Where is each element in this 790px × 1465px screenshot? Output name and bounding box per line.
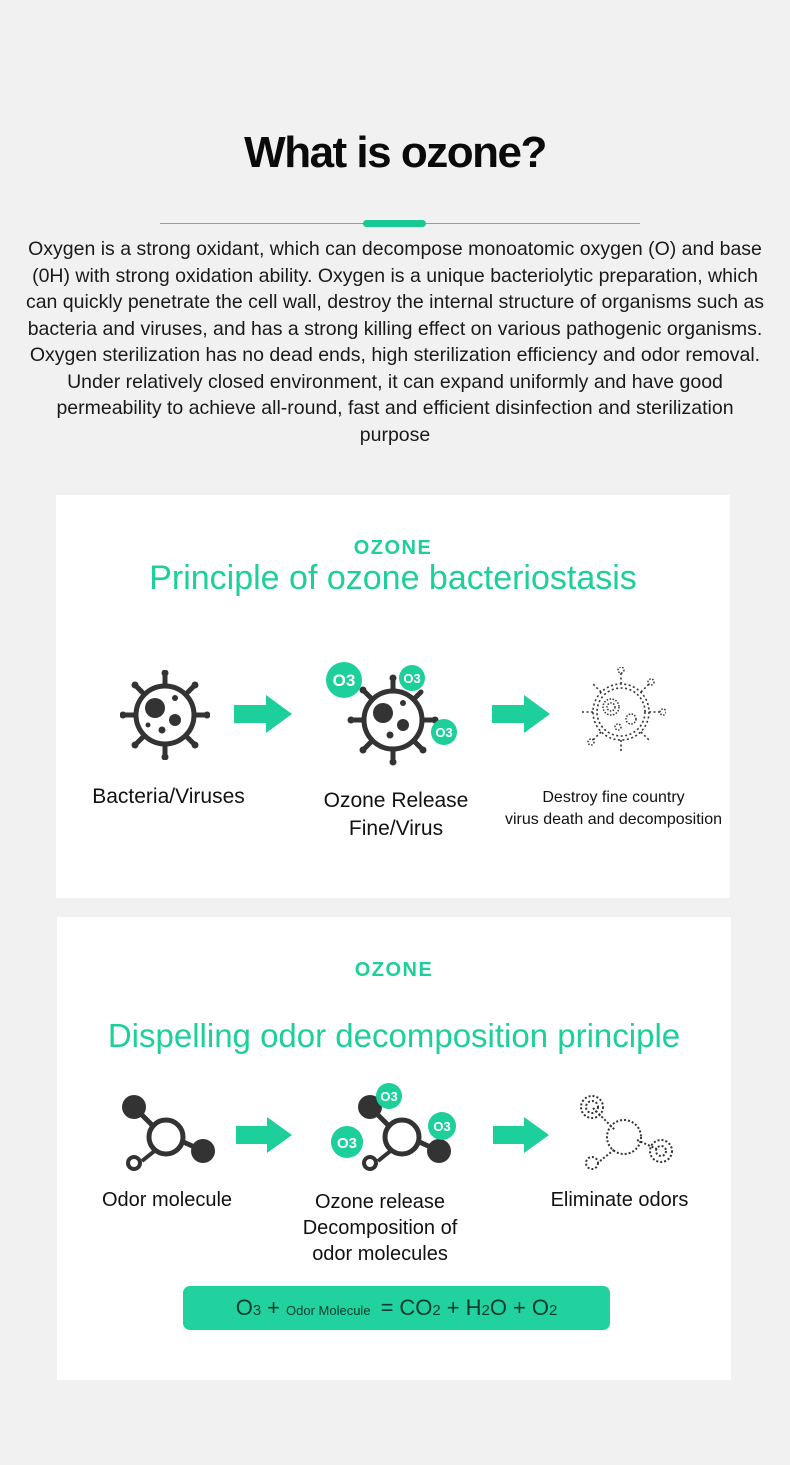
step-destroy-label: Destroy fine country virus death and decomposition (504, 789, 723, 828)
o3-badge-text: O3 (332, 671, 356, 690)
bacteriostasis-heading: Principle of ozone bacteriostasis (149, 559, 637, 597)
arrow-right-icon (492, 695, 550, 733)
reaction-formula: O 3 + Odor Molecule = CO 2 + H 2 O + O 2 (183, 1286, 610, 1330)
odor-heading: Dispelling odor decomposition principle (107, 1017, 681, 1054)
intro-paragraph: Oxygen is a strong oxidant, which can decompose monoatomic oxygen (O) and base (0H) with strong oxidation ability. Oxygen is a unique bacteriolytic preparation, which can quickly penetrate the cell wall, destroy the internal structure of organisms such as bacteria and viruses, and has a strong killing effect on various pathogenic organisms. Oxygen sterilization has no dead ends, high sterilization efficiency and odor removal. Under relatively closed environment, it can expand uniformly and have good permeability to achieve all-round, fast and efficient disinfection and sterilization purpose (25, 238, 765, 446)
step-ozone-release-label: Ozone release Decomposition of odor molecules (302, 1191, 458, 1265)
o3-badge-text: O3 (433, 1119, 451, 1134)
arrow-right-icon (493, 1117, 549, 1153)
dissolved-molecule-icon (575, 1095, 675, 1175)
arrow-right-icon (236, 1117, 292, 1153)
title-divider-pill (363, 220, 426, 227)
step-bacteria-label: Bacteria/Viruses (92, 785, 245, 808)
o3-badge-text: O3 (403, 671, 421, 686)
step-odor-molecule-label: Odor molecule (101, 1189, 233, 1211)
o3-badge-text: O3 (336, 1135, 358, 1152)
destroyed-virus-icon (576, 667, 666, 757)
molecule-ozone-icon (325, 1082, 465, 1177)
step-eliminate-label: Eliminate odors (550, 1189, 689, 1211)
o3-badge-text: O3 (435, 725, 453, 740)
bacteriostasis-card (56, 495, 730, 898)
odor-card (57, 917, 731, 1380)
step-ozone-release-label: Ozone Release Fine/Virus (323, 789, 469, 840)
o3-badge-text: O3 (380, 1089, 398, 1104)
arrow-right-icon (234, 695, 292, 733)
page-title: What is ozone? (244, 128, 546, 177)
odor-kicker: OZONE (354, 959, 434, 981)
virus-icon (120, 670, 210, 760)
virus-ozone-icon (324, 660, 464, 770)
molecule-icon (117, 1095, 217, 1175)
bacteriostasis-kicker: OZONE (353, 537, 433, 559)
